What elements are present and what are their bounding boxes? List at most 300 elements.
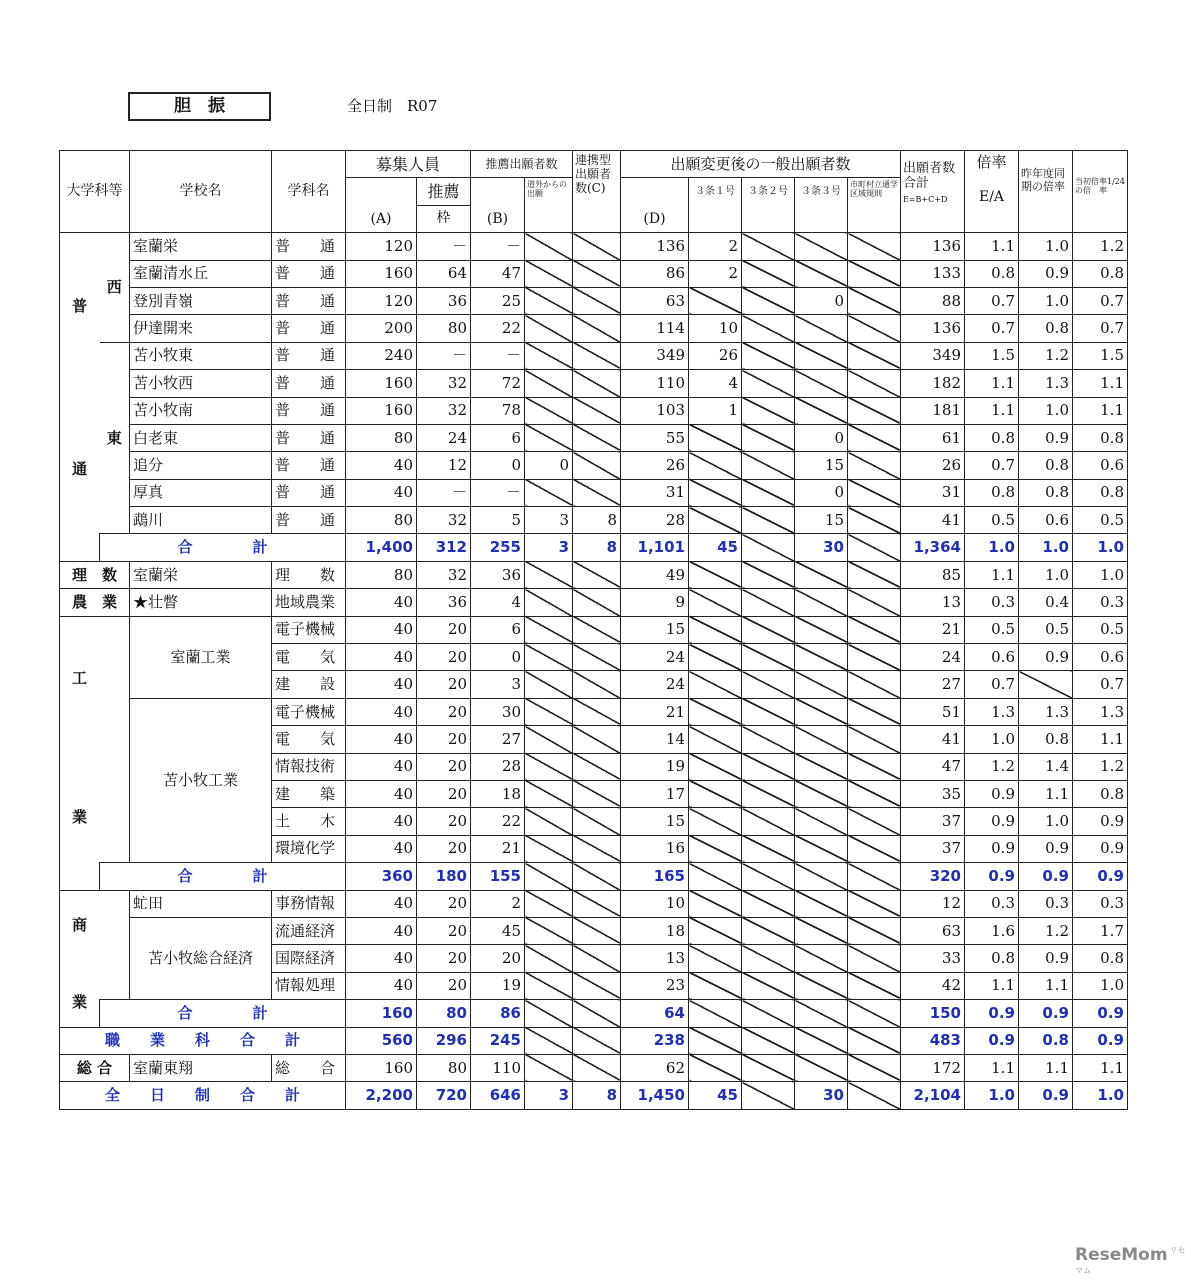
ratio-value: 0.8	[965, 479, 1019, 506]
initial-ratio-value: 1.0	[1073, 561, 1128, 588]
rec-applicant-value: 45	[471, 917, 525, 944]
linked-value: 8	[573, 534, 621, 561]
general-value: 238	[621, 1027, 689, 1054]
art3-3-value	[795, 342, 848, 369]
rec-applicant-value: 155	[471, 863, 525, 890]
dept-name: 環境化学	[272, 835, 346, 862]
art3-3-value	[795, 561, 848, 588]
out-district-value	[525, 287, 573, 314]
art3-1-value: 2	[689, 260, 742, 287]
ratio-value: 0.5	[965, 507, 1019, 534]
dept-name: 事務情報	[272, 890, 346, 917]
total-e-value: 133	[901, 260, 965, 287]
category-futsu-top: 普	[71, 296, 87, 315]
art3-1-value	[689, 1054, 742, 1081]
art3-2-value	[742, 671, 795, 698]
art3-1-value	[689, 287, 742, 314]
art3-2-value	[742, 479, 795, 506]
initial-ratio-value: 1.7	[1073, 917, 1128, 944]
table-row	[60, 1054, 1128, 1081]
general-value: 14	[621, 726, 689, 753]
watermark-small: リセマム	[1075, 1246, 1186, 1275]
out-district-value	[525, 945, 573, 972]
art3-2-value	[742, 780, 795, 807]
rec-quota-value: 20	[417, 835, 471, 862]
art3-2-value	[742, 342, 795, 369]
total-e-value: 27	[901, 671, 965, 698]
page-subtitle: 全日制 R07	[347, 97, 438, 115]
initial-ratio-value: 0.9	[1073, 808, 1128, 835]
rec-quota-value: 64	[417, 260, 471, 287]
school-name: 追分	[130, 452, 272, 479]
total-row	[60, 1000, 1128, 1027]
art3-1-value	[689, 835, 742, 862]
dept-name: 普 通	[272, 452, 346, 479]
dept-name: 総 合	[272, 1054, 346, 1081]
total-e-value: 320	[901, 863, 965, 890]
art3-2-value	[742, 287, 795, 314]
art3-3-value	[795, 917, 848, 944]
general-value: 1,450	[621, 1082, 689, 1109]
total-e-value: 24	[901, 644, 965, 671]
general-value: 103	[621, 397, 689, 424]
ratio-value: 0.9	[965, 808, 1019, 835]
last-year-header: 昨年度同期の倍率	[1019, 151, 1073, 233]
initial-ratio-value: 0.7	[1073, 671, 1128, 698]
art3-2-value	[742, 808, 795, 835]
watermark-logo	[1075, 1245, 1191, 1285]
out-district-value: 3	[525, 1082, 573, 1109]
art3-1-value	[689, 507, 742, 534]
table-row	[60, 342, 1128, 369]
linked-value	[573, 972, 621, 999]
rec-applicant-value: 22	[471, 315, 525, 342]
dept-name: 電子機械	[272, 698, 346, 725]
linked-value	[573, 808, 621, 835]
municipal-value	[848, 644, 901, 671]
initial-ratio-value: 1.2	[1073, 753, 1128, 780]
art3-1-value	[689, 616, 742, 643]
linked-value	[573, 315, 621, 342]
total-e-value: 1,364	[901, 534, 965, 561]
general-value: 24	[621, 671, 689, 698]
total-e-value: 181	[901, 397, 965, 424]
rec-applicant-value: 22	[471, 808, 525, 835]
school-name: 苫小牧南	[130, 397, 272, 424]
category-futsu-bottom: 通	[71, 459, 87, 478]
rec-quota-value: 20	[417, 972, 471, 999]
table-row	[60, 917, 1128, 944]
municipal-value	[848, 370, 901, 397]
out-district-value	[525, 808, 573, 835]
out-district-value	[525, 397, 573, 424]
dept-name: 流通経済	[272, 917, 346, 944]
ratio-value: 1.1	[965, 370, 1019, 397]
last-year-value: 0.8	[1019, 479, 1073, 506]
rec-applicant-value: 2	[471, 890, 525, 917]
total-e-value: 21	[901, 616, 965, 643]
total-label: 合 計	[100, 863, 346, 890]
capacity-value: 40	[346, 890, 417, 917]
art3-1-value	[689, 644, 742, 671]
total-e-value: 150	[901, 1000, 965, 1027]
initial-ratio-value: 0.9	[1073, 1000, 1128, 1027]
ratio-value: 1.1	[965, 233, 1019, 260]
ratio-value: 1.1	[965, 972, 1019, 999]
municipal-value	[848, 917, 901, 944]
table-row	[60, 890, 1128, 917]
art3-2-value	[742, 644, 795, 671]
initial-ratio-value: 1.1	[1073, 1054, 1128, 1081]
rec-quota-value: 32	[417, 561, 471, 588]
art3-2-value	[742, 1027, 795, 1054]
art3-1-value	[689, 753, 742, 780]
last-year-value: 1.0	[1019, 397, 1073, 424]
school-name: ★壮瞥	[130, 589, 272, 616]
school-name: 室蘭東翔	[130, 1054, 272, 1081]
art3-3-value	[795, 835, 848, 862]
art3-2-value	[742, 863, 795, 890]
art3-3-value: 0	[795, 287, 848, 314]
school-name: 苫小牧西	[130, 370, 272, 397]
capacity-header: 募集人員	[346, 151, 471, 178]
rec-quota-value: 296	[417, 1027, 471, 1054]
last-year-value: 0.8	[1019, 1027, 1073, 1054]
capacity-value: 160	[346, 1000, 417, 1027]
rec-quota-value: －	[417, 233, 471, 260]
linked-value	[573, 890, 621, 917]
art3-2-value	[742, 616, 795, 643]
out-district-value	[525, 1054, 573, 1081]
ratio-value: 1.0	[965, 726, 1019, 753]
capacity-value: 2,200	[346, 1082, 417, 1109]
total-e-value: 13	[901, 589, 965, 616]
linked-value	[573, 260, 621, 287]
total-row	[60, 1027, 1128, 1054]
category-west: 西	[100, 233, 130, 343]
ratio-value: 0.6	[965, 644, 1019, 671]
total-e-formula: E=B+C+D	[903, 195, 948, 204]
municipal-value	[848, 1082, 901, 1109]
art3-1-header: ３条１号	[689, 178, 742, 233]
linked-value	[573, 342, 621, 369]
rec-quota-value: 720	[417, 1082, 471, 1109]
municipal-header: 市町村立通学区域規則	[848, 178, 901, 233]
rec-quota-value: 80	[417, 1054, 471, 1081]
total-label: 全 日 制 合 計	[60, 1082, 346, 1109]
linked-value	[573, 917, 621, 944]
municipal-value	[848, 726, 901, 753]
ratio-value: 0.5	[965, 616, 1019, 643]
art3-3-value	[795, 726, 848, 753]
dept-name: 普 通	[272, 507, 346, 534]
total-e-value: 37	[901, 808, 965, 835]
rec-quota-value: 20	[417, 917, 471, 944]
rec-applicant-value: 86	[471, 1000, 525, 1027]
art3-2-value	[742, 1054, 795, 1081]
last-year-value	[1019, 671, 1073, 698]
initial-ratio-value: 0.8	[1073, 780, 1128, 807]
art3-1-value: 4	[689, 370, 742, 397]
out-district-value	[525, 342, 573, 369]
ratio-value: 0.9	[965, 780, 1019, 807]
category-shogyo	[60, 890, 100, 1027]
rec-quota-value: 24	[417, 424, 471, 451]
rec-quota-value: 20	[417, 753, 471, 780]
art3-3-value: 15	[795, 452, 848, 479]
watermark-brand: ReseMom	[1075, 1245, 1168, 1265]
municipal-value	[848, 1000, 901, 1027]
rec-applicant-value: 255	[471, 534, 525, 561]
last-year-value: 1.1	[1019, 780, 1073, 807]
art3-2-value	[742, 835, 795, 862]
initial-ratio-value: 1.0	[1073, 972, 1128, 999]
linked-value	[573, 945, 621, 972]
general-value: 21	[621, 698, 689, 725]
dept-name: 建 設	[272, 671, 346, 698]
art3-1-value	[689, 917, 742, 944]
art3-1-value	[689, 698, 742, 725]
category-shogyo-top: 商	[71, 915, 87, 934]
general-value: 136	[621, 233, 689, 260]
table-row	[60, 233, 1128, 260]
initial-ratio-value: 0.8	[1073, 945, 1128, 972]
ratio-value: 0.9	[965, 835, 1019, 862]
municipal-value	[848, 671, 901, 698]
ratio-value: 1.5	[965, 342, 1019, 369]
table-row	[60, 287, 1128, 314]
municipal-value	[848, 753, 901, 780]
out-district-value	[525, 561, 573, 588]
linked-value	[573, 671, 621, 698]
out-district-value	[525, 589, 573, 616]
last-year-value: 0.9	[1019, 644, 1073, 671]
last-year-value: 0.9	[1019, 424, 1073, 451]
linked-value	[573, 863, 621, 890]
art3-1-value	[689, 671, 742, 698]
total-e-value: 136	[901, 233, 965, 260]
table-row	[60, 589, 1128, 616]
general-value: 64	[621, 1000, 689, 1027]
capacity-value: 160	[346, 1054, 417, 1081]
ratio-value: 0.3	[965, 890, 1019, 917]
out-district-value	[525, 616, 573, 643]
art3-3-value	[795, 370, 848, 397]
capacity-value: 40	[346, 589, 417, 616]
art3-1-value	[689, 479, 742, 506]
category-shogyo-pad	[100, 890, 130, 1000]
table-row	[60, 452, 1128, 479]
capacity-value: 40	[346, 917, 417, 944]
art3-3-value	[795, 890, 848, 917]
capacity-value: 120	[346, 287, 417, 314]
general-value: 28	[621, 507, 689, 534]
linked-value	[573, 753, 621, 780]
capacity-value: 80	[346, 424, 417, 451]
art3-2-value	[742, 972, 795, 999]
initial-ratio-value: 0.5	[1073, 616, 1128, 643]
art3-1-value: 45	[689, 1082, 742, 1109]
municipal-value	[848, 780, 901, 807]
art3-1-value	[689, 452, 742, 479]
rec-quota-value: 20	[417, 726, 471, 753]
last-year-value: 0.9	[1019, 1000, 1073, 1027]
capacity-value: 160	[346, 260, 417, 287]
municipal-value	[848, 561, 901, 588]
municipal-value	[848, 260, 901, 287]
linked-value	[573, 726, 621, 753]
table-row	[60, 479, 1128, 506]
art3-1-value	[689, 780, 742, 807]
total-e-header	[901, 151, 965, 233]
initial-ratio-value: 1.5	[1073, 342, 1128, 369]
capacity-value: 240	[346, 342, 417, 369]
initial-ratio-value: 1.2	[1073, 233, 1128, 260]
linked-value	[573, 835, 621, 862]
municipal-value	[848, 479, 901, 506]
rec-applicant-value: 4	[471, 589, 525, 616]
school-name: 伊達開来	[130, 315, 272, 342]
rec-quota-value: 32	[417, 397, 471, 424]
rec-quota-value: 36	[417, 287, 471, 314]
ratio-value: 0.7	[965, 671, 1019, 698]
rec-applicant-value: 20	[471, 945, 525, 972]
category-risu: 理 数	[60, 561, 130, 588]
art3-3-value: 30	[795, 1082, 848, 1109]
municipal-value	[848, 589, 901, 616]
capacity-value: 40	[346, 644, 417, 671]
last-year-value: 1.3	[1019, 370, 1073, 397]
municipal-value	[848, 424, 901, 451]
art3-3-value: 30	[795, 534, 848, 561]
rec-applicant-value: －	[471, 479, 525, 506]
art3-1-value	[689, 890, 742, 917]
ratio-value: 0.8	[965, 945, 1019, 972]
dept-name: 普 通	[272, 287, 346, 314]
general-value: 18	[621, 917, 689, 944]
art3-1-value	[689, 589, 742, 616]
art3-1-value: 45	[689, 534, 742, 561]
art3-1-value	[689, 972, 742, 999]
out-district-value	[525, 698, 573, 725]
total-e-label: 出願者数合計	[903, 161, 956, 191]
ratio-value: 0.7	[965, 315, 1019, 342]
total-e-value: 182	[901, 370, 965, 397]
out-district-header: 道外からの出願	[525, 178, 573, 233]
dept-name: 電子機械	[272, 616, 346, 643]
art3-3-value	[795, 780, 848, 807]
capacity-value: 40	[346, 808, 417, 835]
out-district-value	[525, 726, 573, 753]
out-district-value	[525, 370, 573, 397]
ratio-value: 0.9	[965, 1027, 1019, 1054]
total-e-value: 41	[901, 726, 965, 753]
general-value: 26	[621, 452, 689, 479]
art3-2-value	[742, 424, 795, 451]
rec-quota-value: 180	[417, 863, 471, 890]
school-name: 苫小牧東	[130, 342, 272, 369]
general-value: 10	[621, 890, 689, 917]
general-value: 16	[621, 835, 689, 862]
rec-quota-value: 80	[417, 1000, 471, 1027]
out-district-value: 0	[525, 452, 573, 479]
capacity-value: 160	[346, 397, 417, 424]
art3-1-value: 2	[689, 233, 742, 260]
municipal-value	[848, 507, 901, 534]
linked-value	[573, 1000, 621, 1027]
linked-value	[573, 589, 621, 616]
general-d-header: (D)	[621, 178, 689, 233]
general-value: 86	[621, 260, 689, 287]
municipal-value	[848, 698, 901, 725]
art3-2-value	[742, 589, 795, 616]
art3-1-value: 10	[689, 315, 742, 342]
initial-ratio-value: 0.6	[1073, 644, 1128, 671]
dept-name: 普 通	[272, 424, 346, 451]
category-kogyo	[60, 616, 100, 890]
municipal-value	[848, 1054, 901, 1081]
ratio-value: 1.0	[965, 1082, 1019, 1109]
capacity-value: 560	[346, 1027, 417, 1054]
art3-1-value	[689, 808, 742, 835]
rec-applicant-value: 28	[471, 753, 525, 780]
out-district-value	[525, 479, 573, 506]
linked-value	[573, 452, 621, 479]
rec-applicant-value: 245	[471, 1027, 525, 1054]
art3-1-value	[689, 726, 742, 753]
table-row	[60, 698, 1128, 725]
municipal-value	[848, 863, 901, 890]
last-year-value: 0.9	[1019, 260, 1073, 287]
dept-name: 地域農業	[272, 589, 346, 616]
total-e-value: 12	[901, 890, 965, 917]
municipal-value	[848, 534, 901, 561]
rec-quota-header-1: 推薦	[417, 178, 471, 205]
out-district-value	[525, 671, 573, 698]
initial-ratio-value: 1.3	[1073, 698, 1128, 725]
linked-value	[573, 1054, 621, 1081]
last-year-value: 0.9	[1019, 1082, 1073, 1109]
art3-2-value	[742, 726, 795, 753]
category-kogyo-bottom: 業	[71, 807, 87, 826]
rec-quota-value: 20	[417, 945, 471, 972]
dept-header: 学科名	[272, 151, 346, 233]
last-year-value: 1.0	[1019, 808, 1073, 835]
art3-2-value	[742, 507, 795, 534]
total-e-value: 61	[901, 424, 965, 451]
art3-3-value	[795, 1054, 848, 1081]
municipal-value	[848, 287, 901, 314]
table-row	[60, 507, 1128, 534]
rec-quota-value: 36	[417, 589, 471, 616]
rec-quota-value: 12	[417, 452, 471, 479]
art3-3-value	[795, 233, 848, 260]
category-kogyo-top: 工	[71, 669, 87, 688]
dept-name: 普 通	[272, 479, 346, 506]
ratio-header	[965, 151, 1019, 233]
school-name: 室蘭栄	[130, 561, 272, 588]
capacity-value: 40	[346, 726, 417, 753]
category-kogyo-pad	[100, 616, 130, 863]
initial-ratio-value: 0.7	[1073, 315, 1128, 342]
art3-2-value	[742, 452, 795, 479]
art3-3-value	[795, 808, 848, 835]
category-sogo: 総 合	[60, 1054, 130, 1081]
ratio-value: 0.8	[965, 424, 1019, 451]
linked-value	[573, 397, 621, 424]
capacity-value: 40	[346, 698, 417, 725]
dept-name: 国際経済	[272, 945, 346, 972]
